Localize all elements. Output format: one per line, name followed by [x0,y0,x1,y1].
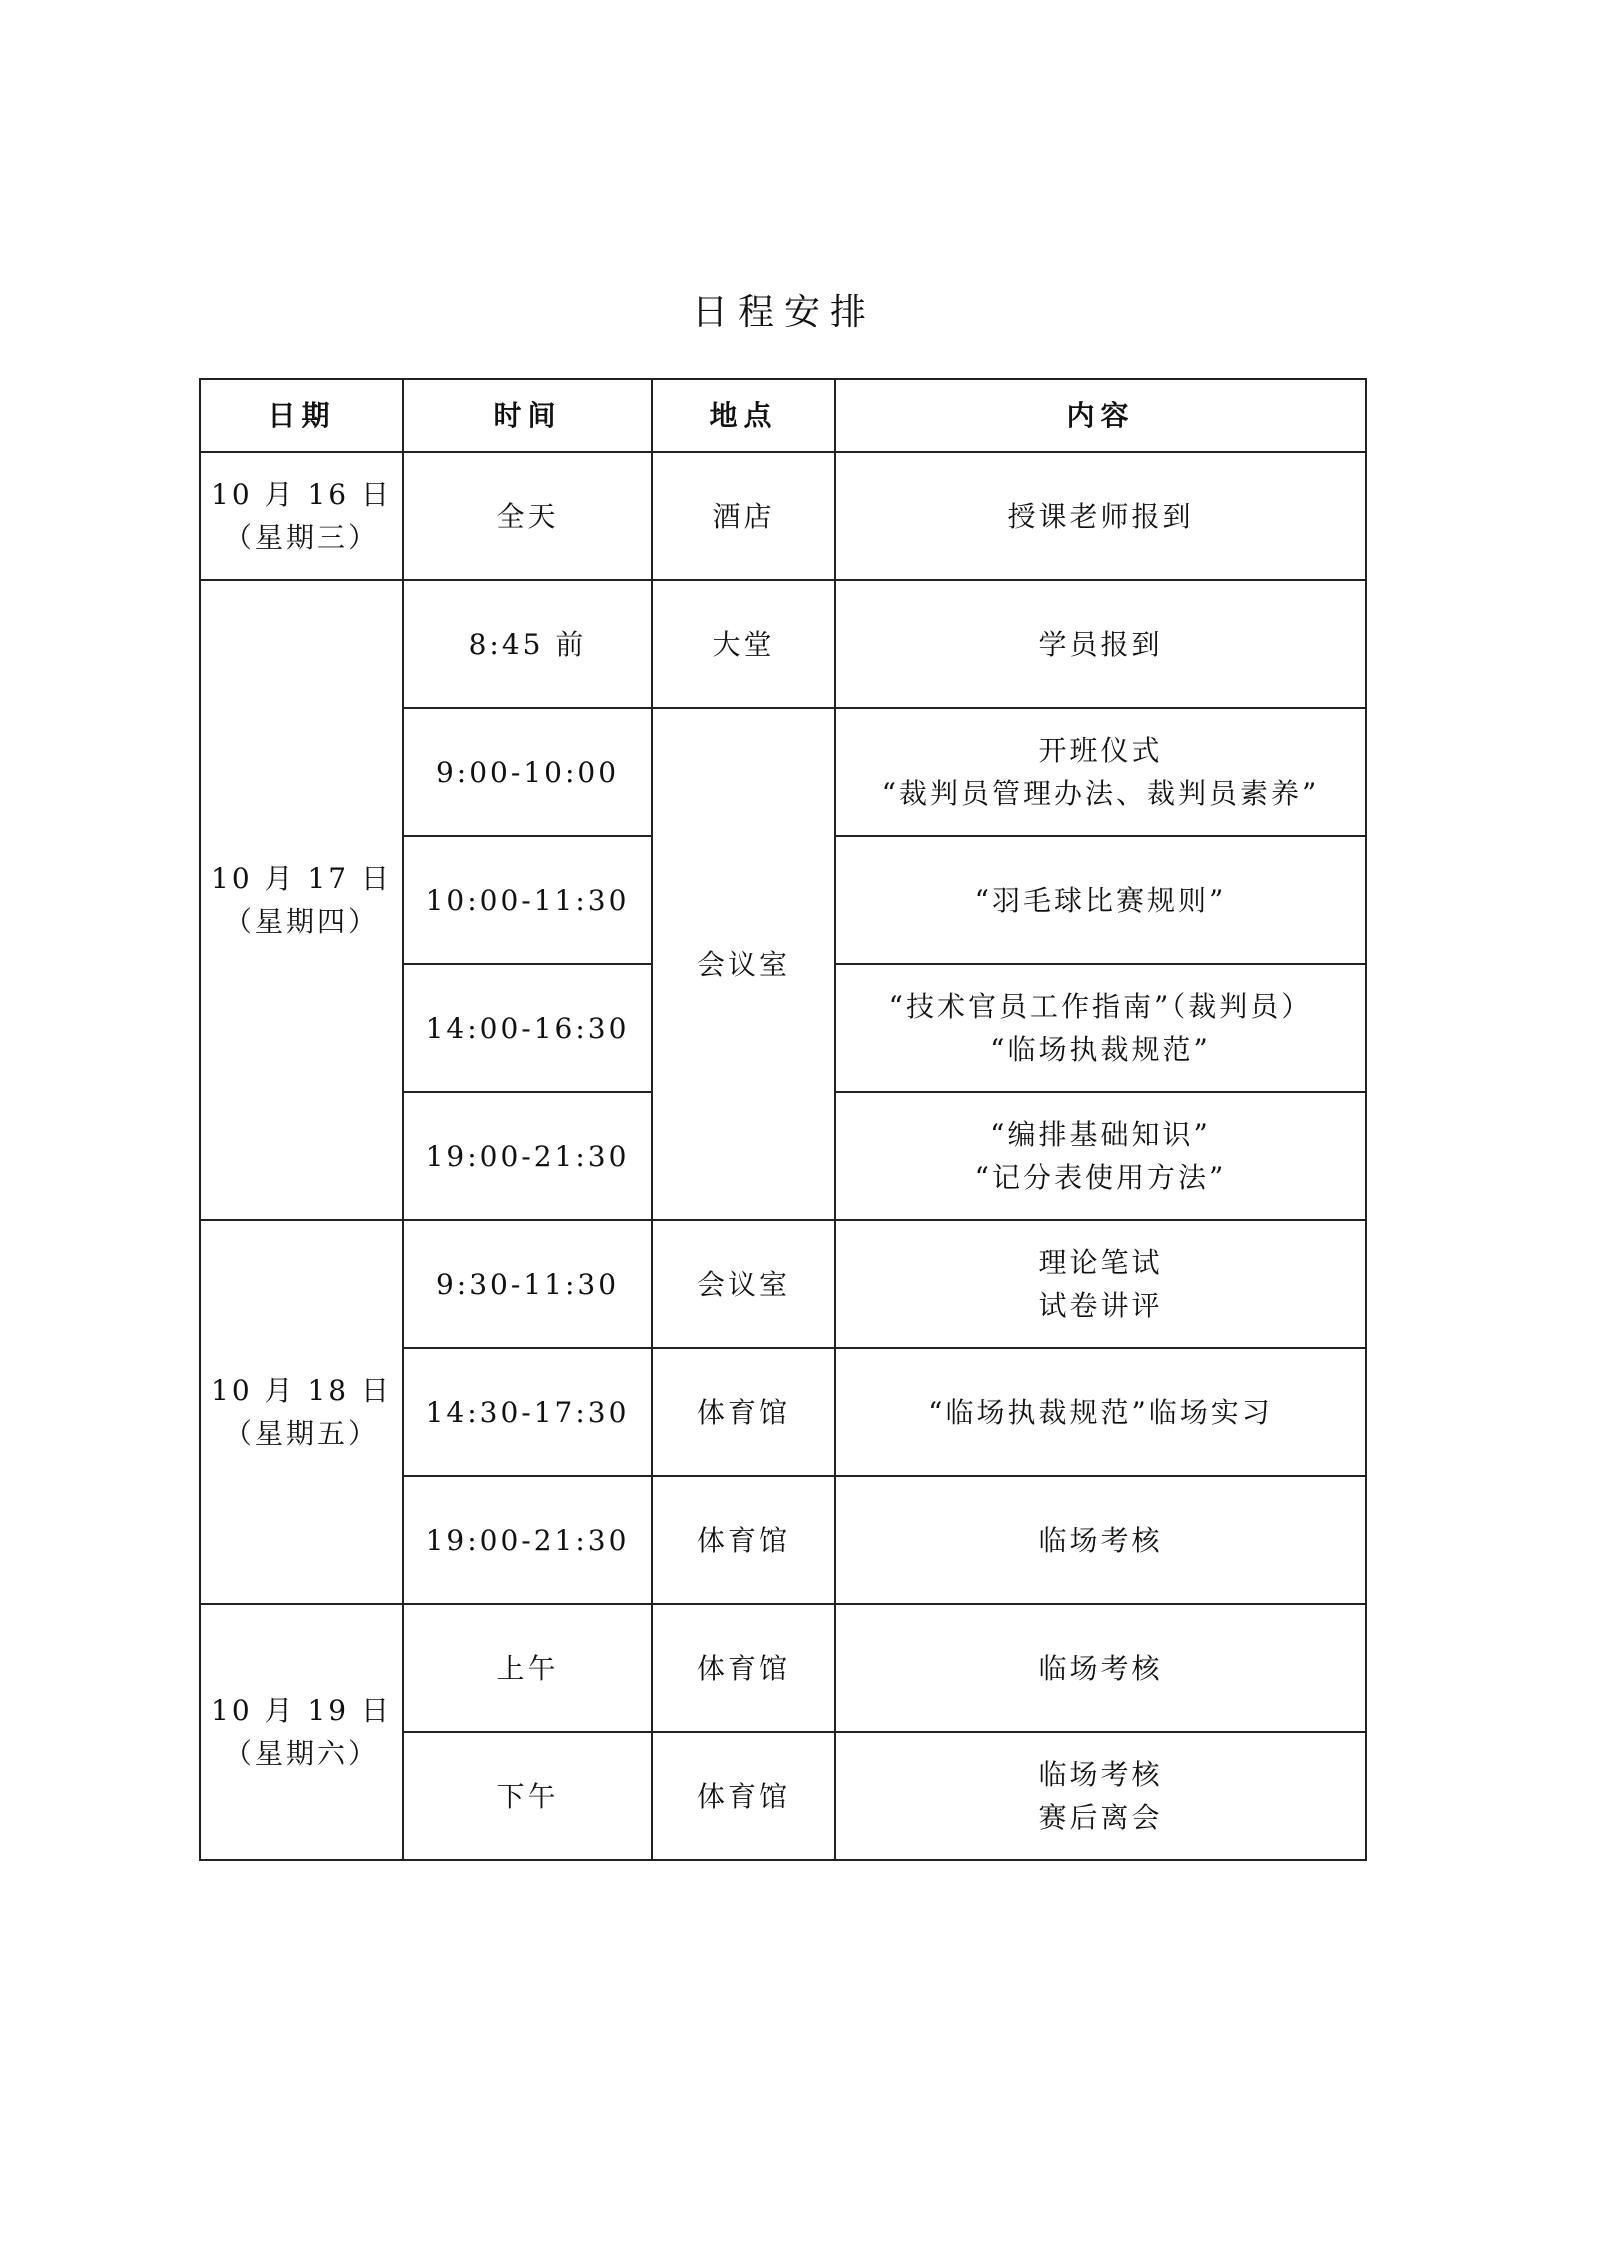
header-place: 地点 [652,379,835,452]
content-line: 临场考核 [1038,1651,1163,1685]
date-text: 10 月 17 日 [211,862,392,895]
content-line: 临场考核 [1038,1523,1163,1557]
content-cell [835,1220,1366,1348]
date-text: 10 月 18 日 [211,1374,392,1407]
content-line: “临场执裁规范”临场实习 [928,1395,1273,1429]
content-line: 授课老师报到 [1007,499,1194,533]
table-row [200,452,1366,580]
content-cell [835,964,1366,1092]
time-cell: 8:45 前 [403,580,652,708]
content-cell [835,708,1366,836]
weekday-text: （星期三） [223,521,379,554]
date-text: 10 月 16 日 [211,478,392,511]
content-line: 试卷讲评 [1038,1289,1163,1322]
time-cell: 上午 [403,1604,652,1732]
place-cell: 体育馆 [652,1348,835,1476]
date-cell [200,1220,403,1604]
time-cell: 14:00-16:30 [403,964,652,1092]
table-header-row [200,379,1366,452]
header-content: 内容 [835,379,1366,452]
time-cell: 19:00-21:30 [403,1476,652,1604]
content-line: 开班仪式 [1038,734,1163,767]
weekday-text: （星期六） [223,1737,379,1770]
date-cell [200,1604,403,1860]
content-cell [835,1604,1366,1732]
time-cell: 全天 [403,452,652,580]
table-row [200,1220,1366,1348]
weekday-text: （星期五） [223,1417,379,1450]
content-line: 理论笔试 [1038,1246,1163,1279]
content-cell [835,836,1366,964]
content-line: “临场执裁规范” [990,1033,1211,1066]
content-cell [835,1476,1366,1604]
date-text: 10 月 19 日 [211,1694,392,1727]
time-cell: 9:00-10:00 [403,708,652,836]
place-cell: 会议室 [652,708,835,1220]
content-cell [835,1732,1366,1860]
date-cell [200,452,403,580]
content-cell [835,580,1366,708]
header-time: 时间 [403,379,652,452]
content-line: “裁判员管理办法、裁判员素养” [881,777,1320,810]
place-cell: 体育馆 [652,1476,835,1604]
table-row [200,1604,1366,1732]
time-cell: 14:30-17:30 [403,1348,652,1476]
content-line: 学员报到 [1038,627,1163,661]
content-line: “记分表使用方法” [974,1161,1227,1194]
time-cell: 9:30-11:30 [403,1220,652,1348]
weekday-text: （星期四） [223,905,379,938]
page-title: 日程安排 [691,292,876,333]
header-date: 日期 [200,379,403,452]
date-cell [200,580,403,1220]
content-line: “编排基础知识” [990,1118,1211,1151]
content-cell [835,1348,1366,1476]
content-line: “羽毛球比赛规则” [974,883,1227,917]
time-cell: 10:00-11:30 [403,836,652,964]
content-line: 临场考核 [1038,1758,1163,1791]
content-cell [835,452,1366,580]
place-cell: 体育馆 [652,1604,835,1732]
place-cell: 大堂 [652,580,835,708]
schedule-table [199,378,1367,1861]
place-cell: 体育馆 [652,1732,835,1860]
content-line: 赛后离会 [1038,1801,1163,1834]
table-row [200,580,1366,708]
place-cell: 酒店 [652,452,835,580]
place-cell: 会议室 [652,1220,835,1348]
content-line: “技术官员工作指南”（裁判员） [888,990,1313,1023]
time-cell: 下午 [403,1732,652,1860]
time-cell: 19:00-21:30 [403,1092,652,1220]
content-cell [835,1092,1366,1220]
